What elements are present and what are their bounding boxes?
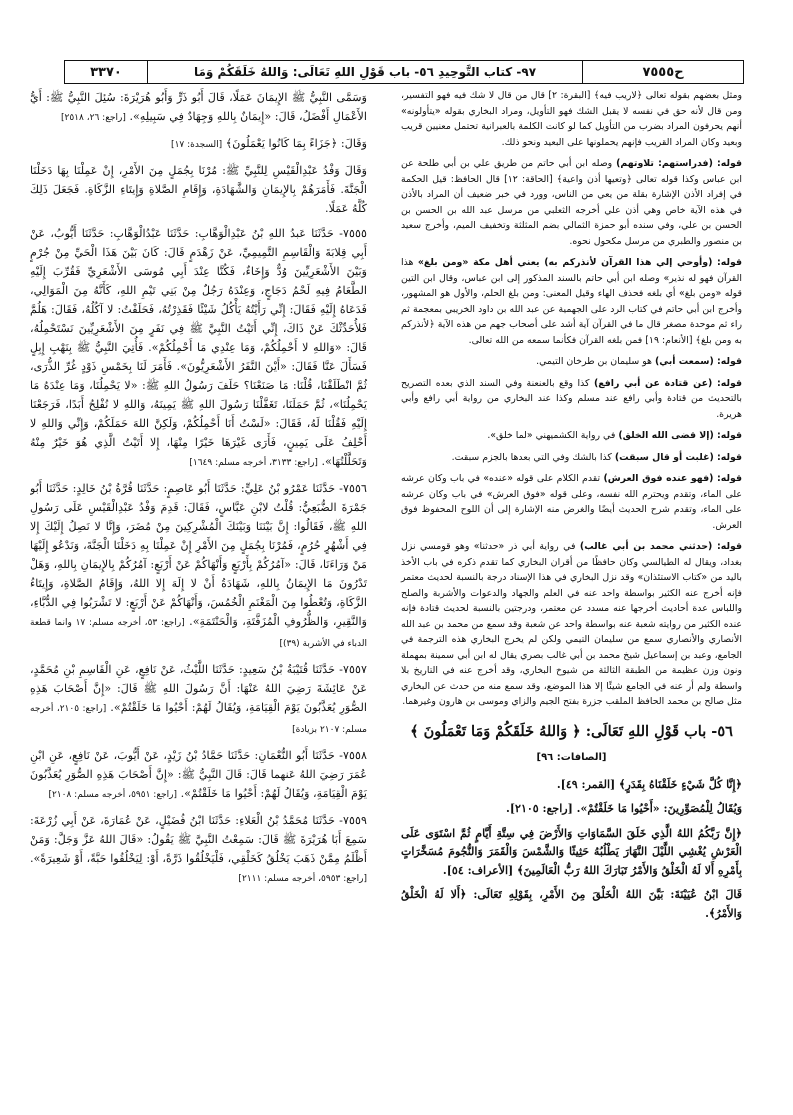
hadith-paragraph <box>30 479 367 654</box>
commentary-lead: قوله: (إلا قضى الله الخلق) <box>618 430 742 441</box>
commentary-lead: قوله: (حدثني محمد بن أبي غالب) <box>579 541 742 552</box>
hadith-text: وَقَالَ وَفْدُ عَبْدِالْقَيْسِ لِلنَّبِيِّ ﷺ: مُرْنَا بِجُمَلٍ مِنَ الأَمْرِ، إِنْ عَمِلْنَا بِهَا دَخَلْنَا الْجَنَّةَ. فَأَمَرَهُمْ بِالإِيمَانِ وَالشَّهَادَةِ، وَإِقَامِ الصَّلاةِ وَإِيتَاءِ الزَّكَاةِ. فَجَعَلَ ذَلِكَ كُلَّهُ عَمَلًا. <box>30 164 367 215</box>
hadith-reference: [راجع: ٥٩٥٣، أخرجه مسلم: ٢١١١] <box>238 874 367 884</box>
commentary-text: تقدم الكلام على قوله «عنده» في باب وكان عرشه على الماء، وتقدم ويحترم الله نفسه، وعلى قوله «فوق العرش» في باب وكان عرشه على الماء، وتقدم شرح الحديث أيضًا والغرض منه الإشارة إلى أن اللوح المحفوظ فوق العرش. <box>401 473 742 531</box>
hadith-reference: [راجع: ٣١٣٣، أخرجه مسلم: ١٦٤٩] <box>189 458 318 468</box>
commentary-paragraph <box>401 354 742 370</box>
commentary-text: في رواية أبي ذر «حدثنا» وهو قومسي نزل بغداد، ويقال له الطيالسي وكان حافظًا من أقران البخاري كما تقدم ذكره في باب الأخذ باليد من «كتاب الاستئذان» وقد نزل البخاري في هذا الإسناد درجة بالنسبة لحديث معتمر فإنه أخرج عنه الكثير بواسطة واحد عنه في العلم والجهاد والدعوات والأشربة والصلح واللباس عدة أحاديث أخرجها عنه مسدد عن معتمر، ودرجتين بالنسبة لحديث قتادة فإنه عنده الكثير من روايته شعبة عنه بواسطة واحد عن شعبة وقد سمع من محمد بن عبد الله الأنصاري والأنصاري سمع من سليمان التيمي ولكن لم يخرج البخاري هذه الترجمة في الجامع، وعبد بن إسماعيل شيخ محمد بن أبي غالب بصري يقال له ابن أبي سمينة بمهملة ونون وزن عظيمة من الطبقة الثالثة من شيوخ البخاري، وقد أخرج عنه في التاريخ بلا واسطة ولم أر عنه في الجامع شيئًا إلا هذا الموضع، وقد سمع منه من حدث عن البخاري مثل صالح بن محمد الحافظ الملقب جزرة بفتح الجيم والزاي وموسى بن هارون وغيرهما. <box>401 541 742 707</box>
hadith-reference: [راجع: ٥٣، أخرجه مسلم: ١٧ وانما قطعة الدباء في الأشربة (٣٩)] <box>30 618 367 649</box>
hadith-number-range: ح٧٥٥٥ <box>642 64 684 80</box>
commentary-paragraph <box>401 471 742 533</box>
hadith-paragraph <box>30 660 367 740</box>
verse-paragraph: ﴿إِنَّ رَبَّكُمُ اللهُ الَّذِي خَلَقَ السَّمَاوَاتِ وَالأَرْضَ فِي سِتَّةِ أَيَّامٍ ثُمَّ اسْتَوَى عَلَى الْعَرْشِ يُغْشِي اللَّيْلَ النَّهَارَ يَطْلُبُهُ حَثِيثًا وَالشَّمْسَ وَالْقَمَرَ وَالنُّجُومَ مُسَخَّرَاتٍ بِأَمْرِهِ أَلا لَهُ الْخَلْقُ وَالأَمْرُ تَبَارَكَ اللهُ رَبُّ الْعَالَمِينَ﴾ [الأعراف: ٥٤]. <box>401 826 742 877</box>
commentary-lead: قوله: (غلبت أو قال سبقت) <box>614 451 742 463</box>
commentary-text: هذا القرآن فهو له نذير» وصله ابن أبي حاتم بالسند المذكور إلى ابن عباس، وقال ابن التين قوله «ومن بلغ» أي بلغه فحذف الهاء وقيل المعنى: ومن بلغ الحلم، والأول هو المشهور، وأخرج ابن أبي حاتم في كتاب الرد على الجهمية عن عبد الله بن داود الخريبي بمعجمة ثم راء ثم موحدة مصغر قال ما في القرآن آية أشد على أصحاب جهم من هذه الآية ﴿لأنذركم به ومن بلغ﴾ [الأنعام: ١٩] فمن بلغه القرآن فكأنما سمعه من الله تعالى. <box>401 257 742 346</box>
hadith-reference: [السجدة: ١٧] <box>171 140 223 150</box>
hadith-paragraph <box>30 746 367 805</box>
verse-paragraph: وَيُقَالُ لِلْمُصَوِّرِينَ: «أَحْيُوا مَا خَلَقْتُمْ». [راجع: ٢١٠٥]. <box>506 802 742 815</box>
commentary-paragraph <box>401 539 742 710</box>
chapter-title: ٥٦- باب قَوْلِ اللهِ تَعَالَى: ﴿ وَاللهُ خَلَقَكُمْ وَمَا تَعْمَلُونَ ﴾ <box>410 722 733 740</box>
page-number: ٣٣٧٠ <box>65 61 148 83</box>
verse-paragraph: قَالَ ابْنُ عُيَيْنَةَ: بَيَّنَ اللهُ الْخَلْقَ مِنَ الأَمْرِ، بِقَوْلِهِ تَعَالَى: ﴿أَلا لَهُ الْخَلْقُ وَالأَمْرُ﴾. <box>401 888 742 920</box>
commentary-text: وصله ابن أبي حاتم من طريق علي بن أبي طلحة عن ابن عباس وكذا قوله تعالى ﴿وتعيها أذن واعية﴾ [الحاقة: ١٢] قال الحافظ: قيل الحكمة في إفراد الأذن الإشارة بقلة من يعي من الناس، وورد في خبر ضعيف أن المراد بالأذن في هذه الآية خاص وهي أذن علي أخرجه الثعلبي من مرسل عبد الله بن الحسن بن الحسن بن علي، وفي سنده أبو حمزة الثمالي بضم المثلثة وتخفيف الميم، وأخرج سعيد بن منصور والطبري من مرسل مكحول نحوه. <box>401 158 742 247</box>
commentary-text: هو سليمان بن طرخان التيمي. <box>536 356 652 367</box>
page-header <box>64 60 744 84</box>
hadith-text: ٧٥٥٩- حَدَّثَنَا مُحَمَّدُ بْنُ الْعَلاءِ: حَدَّثَنَا ابْنُ فُضَيْلٍ، عَنْ عُمَارَةَ، عَنْ أَبِي زُرْعَةَ: سَمِعَ أَبَا هُرَيْرَةَ ﷺ قَالَ: سَمِعْتُ النَّبِيَّ ﷺ يَقُولُ: «قَالَ اللهُ عَزَّ وَجَلَّ: وَمَنْ أَظْلَمُ مِمَّنْ ذَهَبَ يَخْلُقُ كَخَلْقِي، فَلْيَخْلُقُوا ذَرَّةً، أَوْ: لِيَخْلُقُوا حَبَّةً، أَوْ شَعِيرَةً». <box>30 814 367 865</box>
hadith-text: ٧٥٥٨- حَدَّثَنَا أَبُو النُّعْمَانِ: حَدَّثَنَا حَمَّادُ بْنُ زَيْدٍ، عَنْ أَيُّوبَ، عَنْ نَافِعٍ، عَنِ ابْنِ عُمَرَ رَضِيَ اللهُ عَنهما قَالَ: قَالَ النَّبِيُّ ﷺ: «إِنَّ أَصْحَابَ هَذِهِ الصُّوَرِ يُعَذَّبُونَ يَوْمَ الْقِيَامَةِ، وَيُقَالُ لَهُمْ: أَحْيُوا مَا خَلَقْتُمْ». <box>30 749 367 800</box>
hadith-text: وَسَمَّى النَّبِيُّ ﷺ الإِيمَانَ عَمَلًا، قَالَ أَبُو ذَرٍّ وَأَبُو هُرَيْرَةَ: سُئِلَ النَّبِيُّ ﷺ: أَيُّ الأَعْمَالِ أَفْضَلُ، قَالَ: «إِيمَانٌ بِاللهِ وَجِهَادٌ فِي سَبِيلِهِ». <box>30 91 367 123</box>
hadith-text: ٧٥٥٧- حَدَّثَنَا قُتَيْبَةُ بْنُ سَعِيدٍ: حَدَّثَنَا اللَّيْثُ، عَنْ نَافِعٍ، عَنِ الْقَاسِمِ بْنِ مُحَمَّدٍ، عَنْ عَائِشَةَ رَضِيَ اللهُ عَنْهَا: أَنَّ رَسُولَ اللهِ ﷺ قَالَ: «إِنَّ أَصْحَابَ هَذِهِ الصُّوَرِ يُعَذَّبُونَ يَوْمَ الْقِيَامَةِ، وَيُقَالُ لَهُمْ: أَحْيُوا مَا خَلَقْتُمْ». <box>30 663 367 714</box>
text-columns <box>30 88 742 1088</box>
verse-paragraph: ﴿إِنَّا كُلَّ شَيْءٍ خَلَقْنَاهُ بِقَدَرٍ﴾ [القمر: ٤٩]. <box>556 777 742 791</box>
hadith-reference: [راجع: ٢٦، ٢٥١٨] <box>61 113 126 123</box>
commentary-paragraph <box>401 255 742 348</box>
commentary-lead: قوله: (فهو عنده فوق العرش) <box>603 473 742 484</box>
commentary-text: كذا بالشك وفي التي بعدها بالجزم سبقت. <box>451 451 612 463</box>
commentary-paragraph <box>401 376 742 423</box>
hadith-text: وَقَالَ: ﴿جَزَاءً بِمَا كَانُوا يَعْمَلُونَ﴾ <box>225 137 367 150</box>
commentary-lead: قوله: (فدراستهم: تلاوتهم) <box>616 158 742 169</box>
commentary-paragraph <box>401 156 742 249</box>
commentary-lead: قوله: (عن قتادة عن أبي رافع) <box>593 377 742 389</box>
hadith-paragraph <box>30 224 367 473</box>
commentary-column <box>397 88 742 1088</box>
hadith-paragraph <box>30 134 367 155</box>
hadith-text-column <box>30 88 375 1088</box>
commentary-lead: قوله: (وأوحي إلي هذا القرآن لأنذركم به) يعني أهل مكة «ومن بلغ» <box>417 257 742 268</box>
chapter-heading <box>401 720 742 770</box>
hadith-text: ٧٥٥٥- حَدَّثَنَا عَبدُ اللهِ بْنُ عَبْدِالْوَهَّابِ: حَدَّثَنَا عَبْدُالْوَهَّابِ: حَدَّثَنَا أَيُّوبُ، عَنْ أَبِي قِلابَةَ وَالْقَاسِمِ التَّمِيمِيِّ، عَنْ زَهْدَمٍ قَالَ: كَانَ بَيْنَ هَذَا الْحَيِّ مِنْ جُرْمٍ وَبَيْنَ الأَشْعَرِيِّينَ وُدٌّ وَإِخَاءٌ، فَكُنَّا عِنْدَ أَبِي مُوسَى الأَشْعَرِيِّ فَقُرِّبَ إِلَيْهِ الطَّعَامُ فِيهِ لَحْمُ دَجَاجٍ، وَعِنْدَهُ رَجُلٌ مِنْ بَنِي تَيْمِ اللهِ، كَأَنَّهُ مِنَ الْمَوَالِي، فَدَعَاهُ إِلَيْهِ فَقَالَ: إِنِّي رَأَيْتُهُ يَأْكُلُ شَيْئًا فَقَذِرْتُهُ، فَحَلَفْتُ: لا آكُلُهُ، فَقَالَ: هَلُمَّ فَلأُحَدِّثْكَ عَنْ ذَاكَ، إِنِّي أَتَيْتُ النَّبِيَّ ﷺ فِي نَفَرٍ مِنَ الأَشْعَرِيِّينَ نَسْتَحْمِلُهُ، قَالَ: «وَاللهِ لا أَحْمِلُكُمْ، وَمَا عِنْدِي مَا أَحْمِلُكُمْ». فَأُتِيَ النَّبِيُّ ﷺ بِنَهْبِ إِبِلٍ فَسَأَلَ عَنَّا فَقَالَ: «أَيْنَ النَّفَرُ الأَشْعَرِيُّونَ». فَأَمَرَ لَنَا بِخَمْسِ ذَوْدٍ غُرِّ الذُّرَى، ثُمَّ انْطَلَقْنَا، قُلْنَا: مَا صَنَعْنَا؟ حَلَفَ رَسُولُ اللهِ ﷺ: «لا يَحْمِلُنَا، وَمَا عِنْدَهُ مَا يَحْمِلُنَا»، ثُمَّ حَمَلَنَا، تَغَفَّلْنَا رَسُولَ اللهِ ﷺ يَمِينَهُ، وَاللهِ لا نُفْلِحُ أَبَدًا، فَرَجَعْنَا إِلَيْهِ فَقُلْنَا لَهُ، فَقَالَ: «لَسْتُ أَنَا أَحْمِلُكُمْ، وَلَكِنَّ اللهَ حَمَلَكُمْ، وَإِنِّي وَاللهِ لا أَحْلِفُ عَلَى يَمِينٍ، فَأَرَى غَيْرَهَا خَيْرًا مِنْهَا، إِلا أَتَيْتُ الَّذِي هُوَ خَيْرٌ مِنْهُ وَتَحَلَّلْتُهَا». <box>30 227 367 468</box>
hadith-reference: [راجع: ٢١٠٥، أخرجه مسلم: ٢١٠٧ بزيادة] <box>30 704 367 735</box>
running-title: ٩٧- كتاب التَّوحِيدِ ٥٦- باب قَوْلِ اللهِ تَعَالَى: وَاللهُ خَلَقَكُمْ وَمَا <box>148 61 583 83</box>
commentary-text: ومثل بعضهم بقوله تعالى ﴿لاريب فيه﴾ [البقرة: ٢] قال من قال لا شك فيه فهو التفسير، ومن قال لأنه حق في نفسه لا يقبل الشك فهو التأويل، ومراد البخاري بقوله «يتأولونه» أنهم يحرفون المراد بضرب من التأويل كما لو كانت الكلمة بالعبرانية تحتمل معنيين قريب وبعيد وكان المراد القريب فإنهم يحملونها على البعيد ونحو ذلك. <box>401 90 742 148</box>
commentary-text: كذا وقع بالعنعنة وفي السند الذي بعده التصريح بالتحديث من قتادة وأبي رافع عند مسلم وكذا عند البخاري من رواية أبي رافع وأبي هريرة. <box>401 377 742 420</box>
hadith-paragraph <box>30 161 367 218</box>
chapter-reference: [الصافات: ٩٦] <box>536 751 607 763</box>
hadith-reference: [راجع: ٥٩٥١، أخرجه مسلم: ٢١٠٨] <box>48 790 178 800</box>
commentary-paragraph <box>401 88 742 150</box>
commentary-paragraph <box>401 428 742 444</box>
commentary-text: في رواية الكشميهني «لما خلق». <box>487 430 616 441</box>
hadith-paragraph <box>30 88 367 128</box>
hadith-paragraph <box>30 811 367 889</box>
hadith-text: ٧٥٥٦- حَدَّثَنَا عَمْرُو بْنُ عَلِيٍّ: حَدَّثَنَا أَبُو عَاصِمٍ: حَدَّثَنَا قُرَّةُ بْنُ خَالِدٍ: حَدَّثَنَا أَبُو جَمْرَةَ الضُّبَعِيُّ: قُلْتُ لابْنِ عَبَّاسٍ، فَقَالَ: قَدِمَ وَفْدُ عَبْدِالْقَيْسِ عَلَى رَسُولِ اللهِ ﷺ، فَقَالُوا: إِنَّ بَيْنَنَا وَبَيْنَكَ الْمُشْرِكِينَ مِنْ مُضَرَ، وَإِنَّا لا نَصِلُ إِلَيْكَ إِلا فِي أَشْهُرٍ حُرُمٍ، فَمُرْنَا بِجُمَلٍ مِنَ الأَمْرِ إِنْ عَمِلْنَا بِهِ دَخَلْنَا الْجَنَّةَ، وَنَدْعُو إِلَيْهَا مَنْ وَرَاءَنَا، قَالَ: «آمُرُكُمْ بِأَرْبَعٍ وَأَنْهَاكُمْ عَنْ أَرْبَعٍ: آمُرُكُمْ بِالإِيمَانِ بِاللهِ، وَهَلْ تَدْرُونَ مَا الإِيمَانُ بِاللهِ، شَهَادَةُ أَنْ لا إِلَهَ إِلا اللهُ، وَإِقَامُ الصَّلاةِ، وَإِيتَاءُ الزَّكَاةِ، وَتُعْطُوا مِنَ الْمَغْنَمِ الْخُمُسَ، وَأَنْهَاكُمْ عَنْ أَرْبَعٍ: لا تَشْرَبُوا فِي الدُّبَّاءِ، وَالنَّقِيرِ، وَالظُّرُوفِ الْمُزَفَّتَةِ، وَالْحَنْتَمَةِ». <box>30 482 368 628</box>
commentary-paragraph <box>401 450 742 466</box>
commentary-lead: قوله: (سمعت أبي) <box>654 356 742 367</box>
